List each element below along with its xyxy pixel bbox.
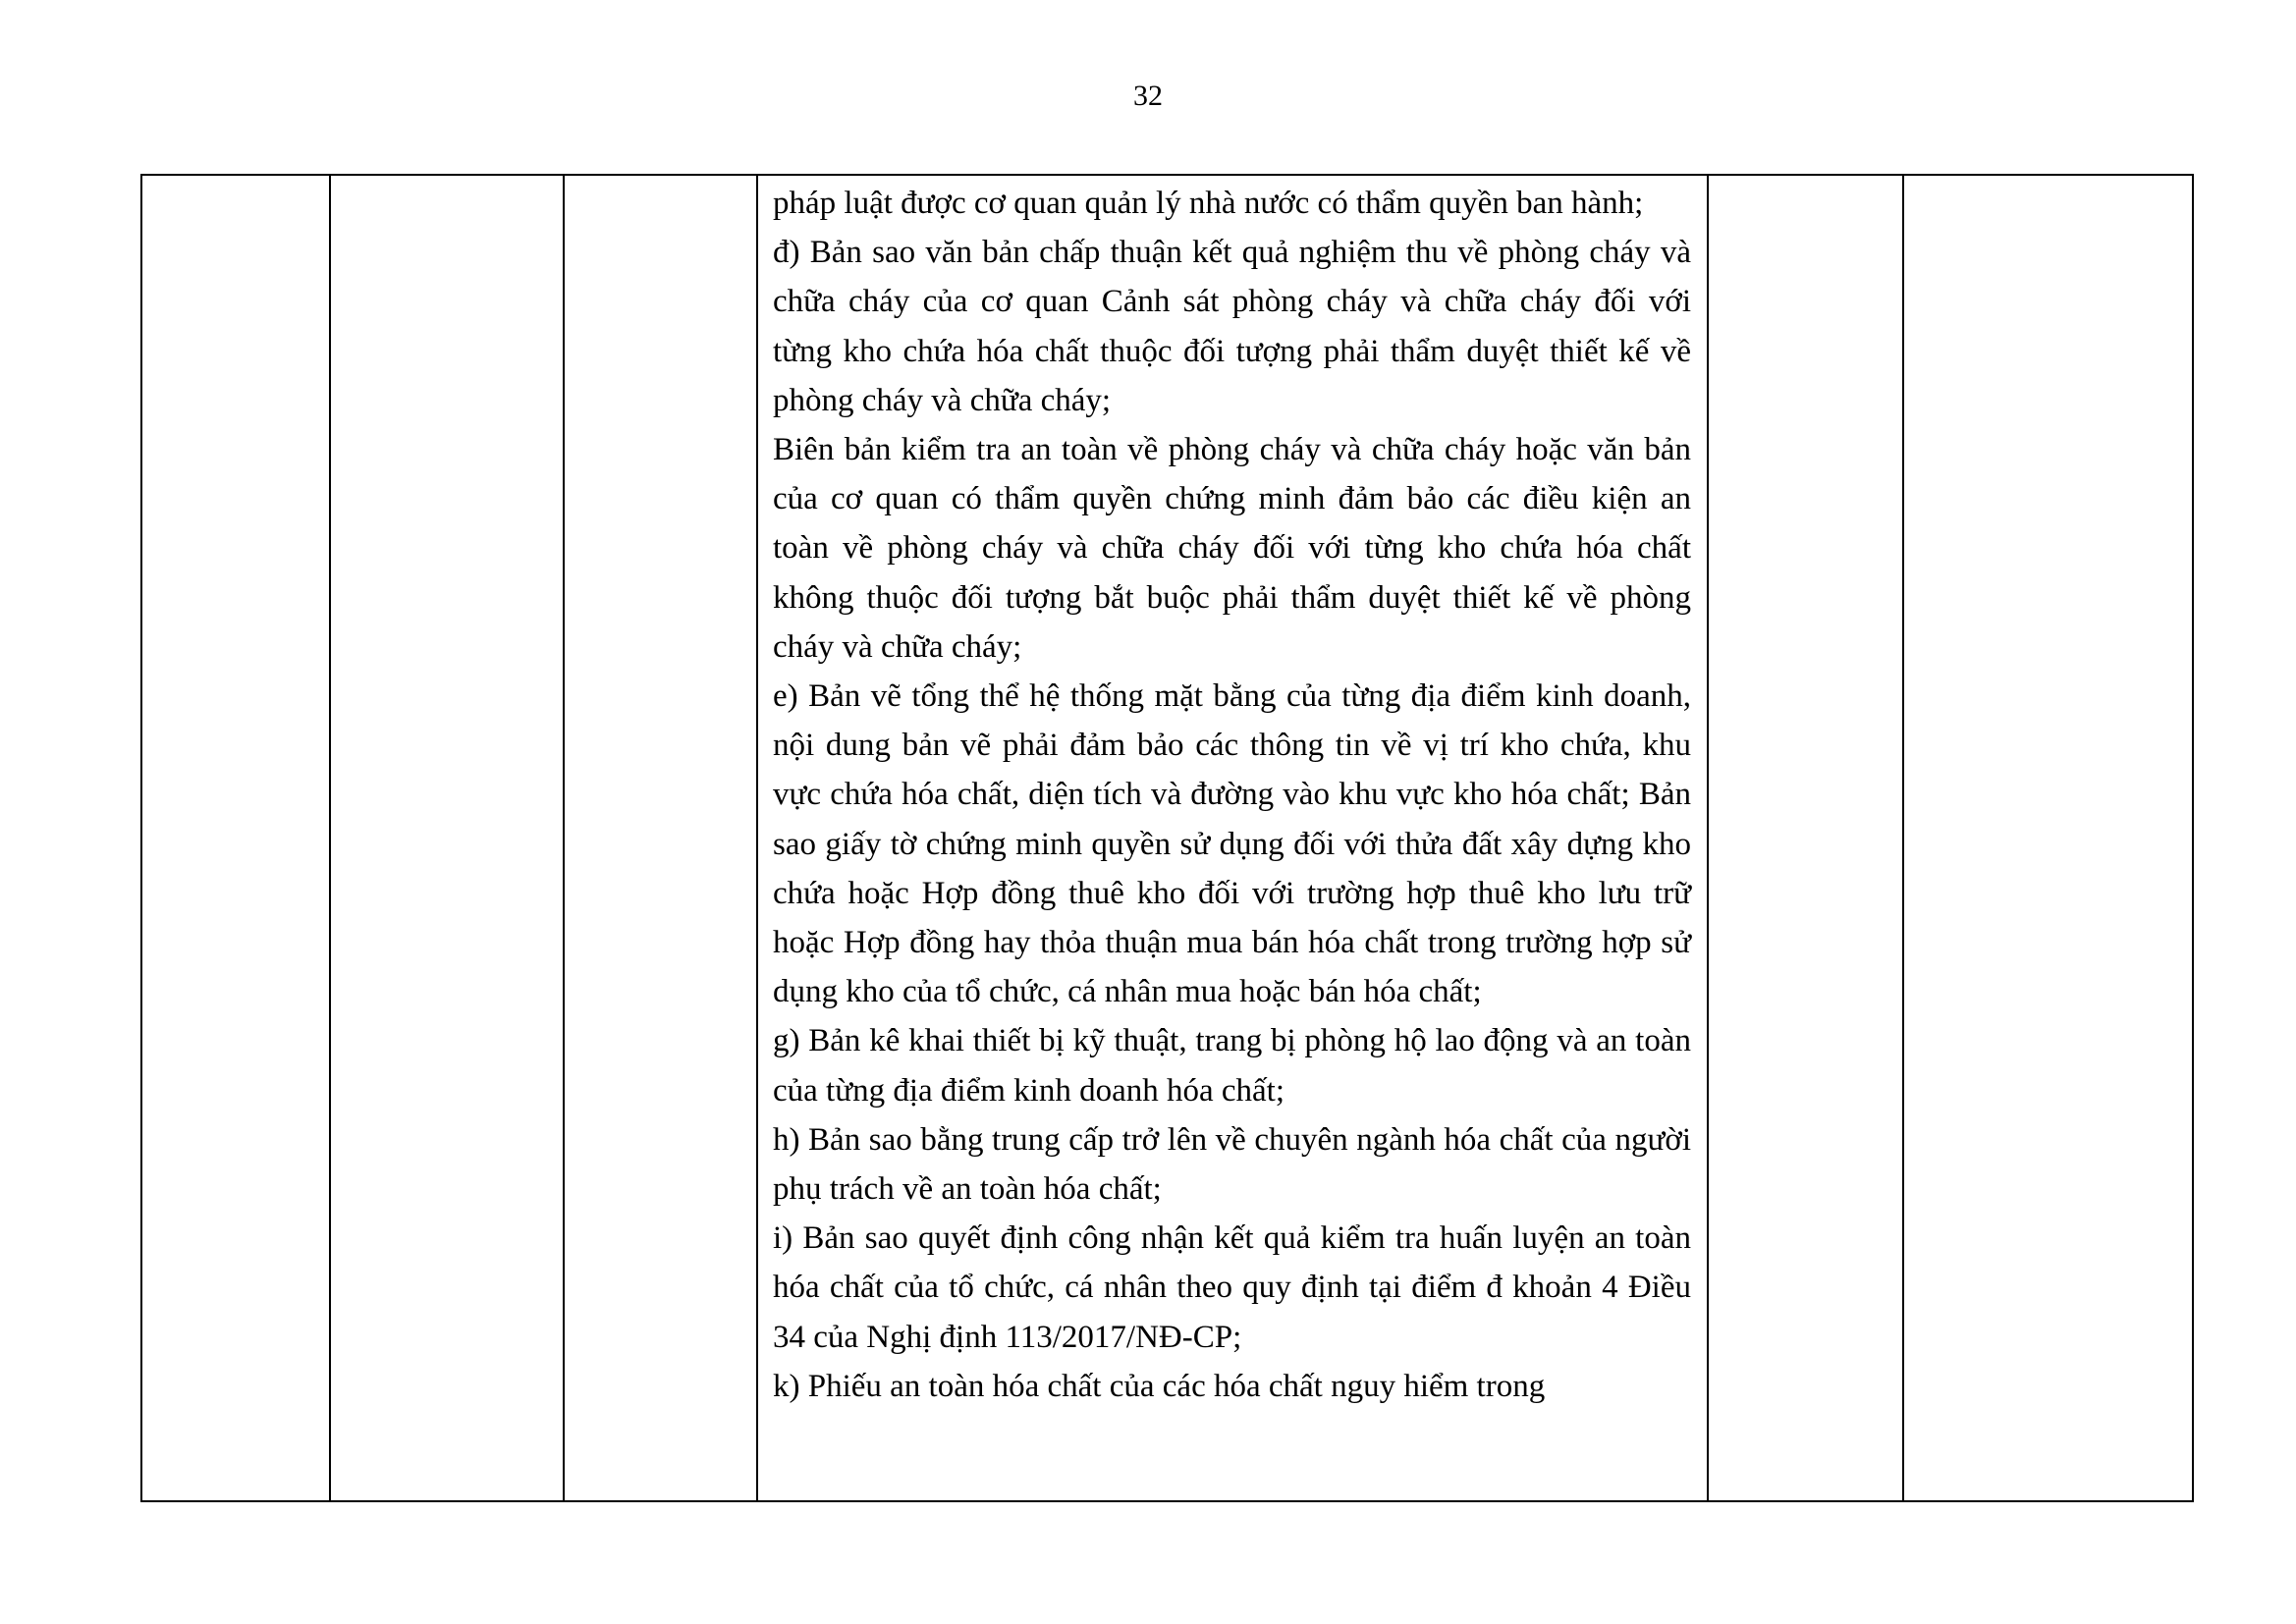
table-row: [141, 175, 2193, 1501]
table-cell-2: [330, 175, 564, 1501]
paragraph: đ) Bản sao văn bản chấp thuận kết quả nghiệm thu về phòng cháy và chữa cháy của cơ quan Cảnh sát phòng cháy và chữa cháy đối với từng kho chứa hóa chất thuộc đối tượng phải thẩm duyệt thiết kế về phòng cháy và chữa cháy;: [773, 235, 1691, 418]
paragraph: i) Bản sao quyết định công nhận kết quả kiểm tra huấn luyện an toàn hóa chất của tổ chức, cá nhân theo quy định tại điểm đ khoản 4 Điều 34 của Nghị định 113/2017/NĐ-CP;: [773, 1220, 1691, 1355]
document-table: [140, 174, 2194, 1502]
table-cell-1: [141, 175, 330, 1501]
table-cell-3: [564, 175, 757, 1501]
paragraph: e) Bản vẽ tổng thể hệ thống mặt bằng của từng địa điểm kinh doanh, nội dung bản vẽ phải đảm bảo các thông tin về vị trí kho chứa, khu vực chứa hóa chất, diện tích và đường vào khu vực kho hóa chất; Bản sao giấy tờ chứng minh quyền sử dụng đối với thửa đất xây dựng kho chứa hoặc Hợp đồng thuê kho đối với trường hợp thuê kho lưu trữ hoặc Hợp đồng hay thỏa thuận mua bán hóa chất trong trường hợp sử dụng kho của tổ chức, cá nhân mua hoặc bán hóa chất;: [773, 678, 1691, 1010]
paragraph: h) Bản sao bằng trung cấp trở lên về chuyên ngành hóa chất của người phụ trách về an toàn hóa chất;: [773, 1121, 1691, 1208]
paragraph: pháp luật được cơ quan quản lý nhà nước có thẩm quyền ban hành;: [773, 186, 1644, 221]
page-number: 32: [1133, 80, 1163, 112]
table-cell-6: [1903, 175, 2193, 1501]
table-cell-5: [1708, 175, 1903, 1501]
paragraph: k) Phiếu an toàn hóa chất của các hóa chất nguy hiểm trong: [773, 1368, 1546, 1404]
paragraph: g) Bản kê khai thiết bị kỹ thuật, trang bị phòng hộ lao động và an toàn của từng địa điểm kinh doanh hóa chất;: [773, 1023, 1691, 1109]
table-cell-content: [757, 175, 1708, 1501]
paragraph: Biên bản kiểm tra an toàn về phòng cháy và chữa cháy hoặc văn bản của cơ quan có thẩm quyền chứng minh đảm bảo các điều kiện an toàn về phòng cháy và chữa cháy đối với từng kho chứa hóa chất không thuộc đối tượng bắt buộc phải thẩm duyệt thiết kế về phòng cháy và chữa cháy;: [773, 432, 1691, 665]
